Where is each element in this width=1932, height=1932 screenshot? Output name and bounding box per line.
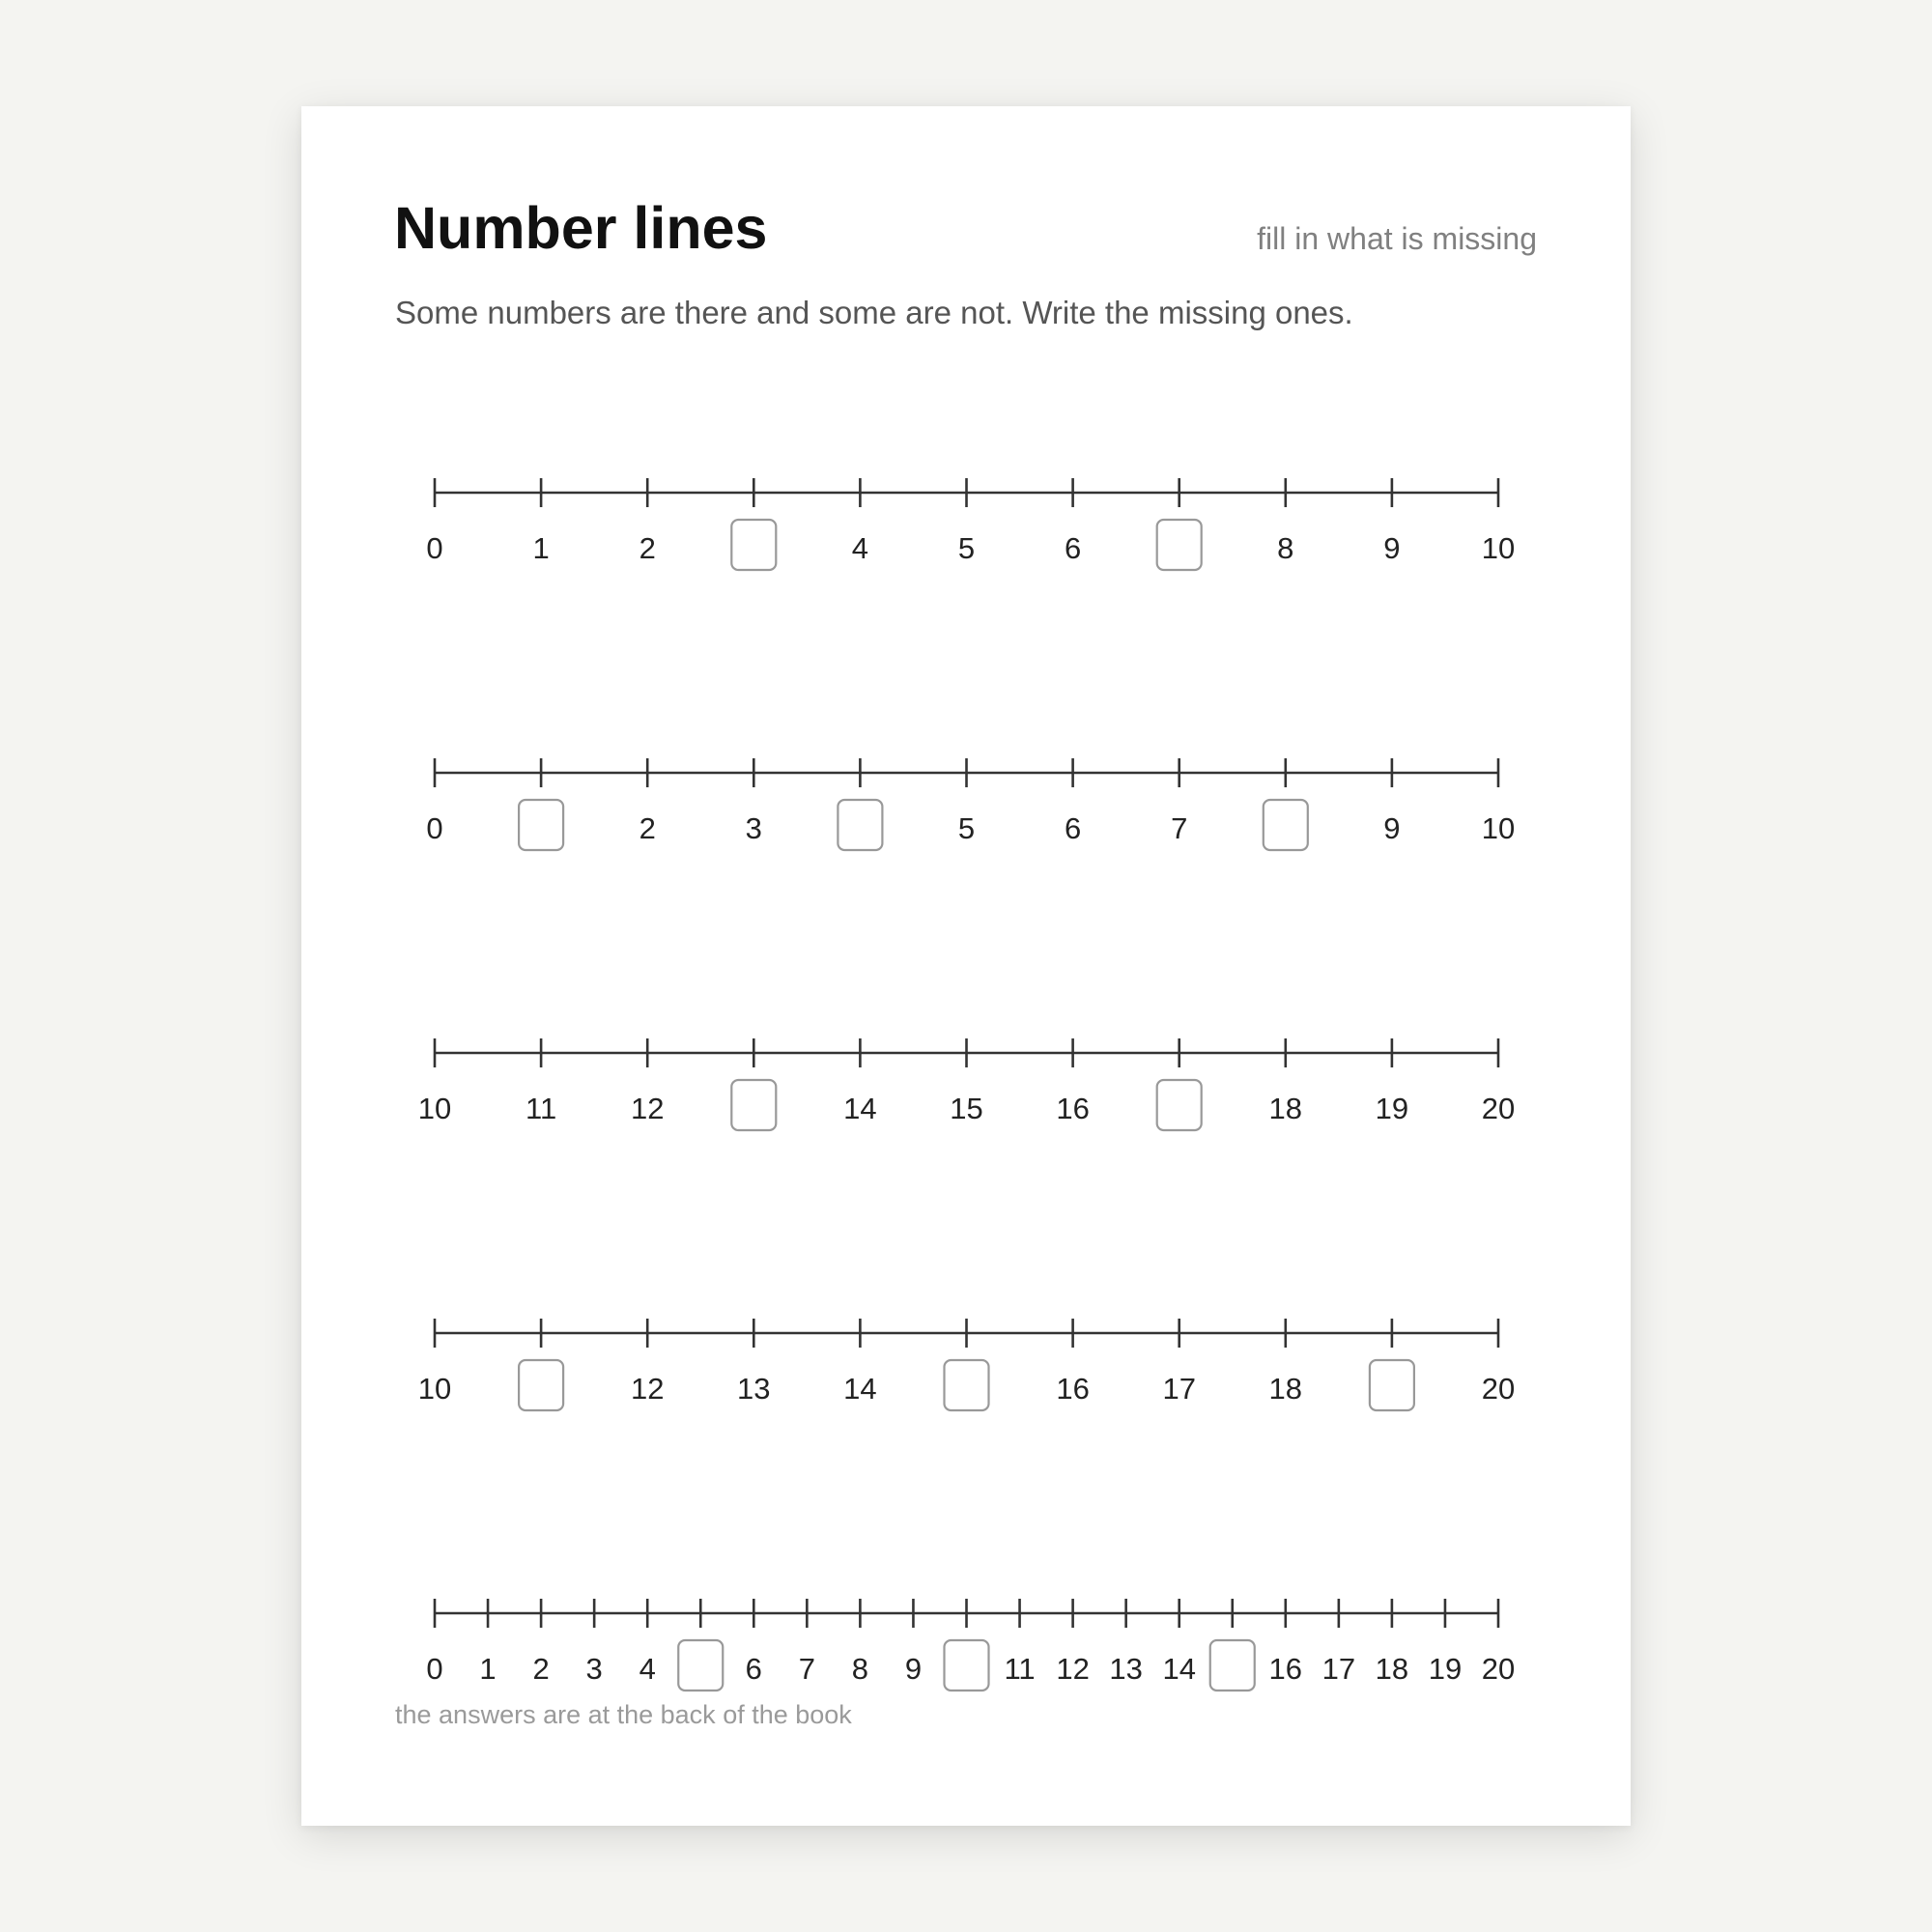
- tick-label: 17: [1321, 1652, 1356, 1686]
- answer-box[interactable]: [731, 1080, 776, 1130]
- number-line-3: [301, 1014, 1631, 1150]
- tick-label: 3: [585, 1652, 603, 1686]
- tick-label: 4: [851, 531, 869, 565]
- tick-label: 2: [639, 531, 656, 565]
- tick-label: 6: [1064, 811, 1082, 845]
- tick-label: 1: [532, 531, 550, 565]
- tick-label: 11: [526, 1092, 557, 1125]
- footer-note: the answers are at the back of the book: [395, 1700, 852, 1729]
- answer-box[interactable]: [519, 800, 563, 850]
- tick-label: 10: [1481, 811, 1516, 845]
- tick-label: 20: [1481, 1652, 1516, 1686]
- page-title: Number lines: [394, 195, 768, 261]
- tick-label: 17: [1162, 1372, 1196, 1406]
- answer-box[interactable]: [1370, 1360, 1414, 1410]
- tick-label: 11: [1004, 1652, 1036, 1686]
- worksheet-tag: fill in what is missing: [1257, 221, 1537, 256]
- tick-label: 9: [1383, 811, 1401, 845]
- tick-label: 18: [1268, 1092, 1303, 1125]
- tick-label: 6: [1064, 531, 1082, 565]
- tick-label: 8: [851, 1652, 869, 1686]
- answer-box[interactable]: [678, 1640, 723, 1690]
- number-line-5: [301, 1575, 1631, 1710]
- tick-label: 16: [1056, 1372, 1090, 1406]
- tick-label: 14: [843, 1092, 877, 1125]
- tick-label: 6: [745, 1652, 762, 1686]
- tick-label: 19: [1428, 1652, 1463, 1686]
- tick-label: 0: [426, 811, 443, 845]
- tick-label: 2: [639, 811, 656, 845]
- answer-box[interactable]: [945, 1640, 989, 1690]
- tick-label: 9: [904, 1652, 923, 1686]
- tick-label: 13: [1109, 1652, 1143, 1686]
- answer-box[interactable]: [1264, 800, 1308, 850]
- tick-label: 18: [1268, 1372, 1303, 1406]
- tick-label: 0: [426, 1652, 443, 1686]
- answer-box[interactable]: [945, 1360, 989, 1410]
- tick-label: 10: [417, 1092, 452, 1125]
- number-line-2: [301, 734, 1631, 869]
- answer-box[interactable]: [731, 520, 776, 570]
- tick-label: 7: [1171, 811, 1188, 845]
- tick-label: 14: [843, 1372, 877, 1406]
- tick-label: 18: [1375, 1652, 1409, 1686]
- tick-label: 8: [1277, 531, 1294, 565]
- tick-label: 12: [630, 1372, 665, 1406]
- answer-box[interactable]: [1157, 1080, 1202, 1130]
- tick-label: 2: [532, 1652, 550, 1686]
- tick-label: 19: [1375, 1092, 1409, 1125]
- answer-box[interactable]: [838, 800, 882, 850]
- tick-label: 9: [1383, 531, 1401, 565]
- worksheet-page: [301, 106, 1631, 1826]
- tick-label: 16: [1268, 1652, 1303, 1686]
- number-line-4: [301, 1294, 1631, 1430]
- tick-label: 1: [479, 1652, 497, 1686]
- tick-label: 12: [1056, 1652, 1090, 1686]
- answer-box[interactable]: [1157, 520, 1202, 570]
- tick-label: 5: [957, 531, 976, 565]
- tick-label: 14: [1162, 1652, 1196, 1686]
- instructions: Some numbers are there and some are not. Write the missing ones.: [395, 295, 1353, 330]
- tick-label: 0: [426, 531, 443, 565]
- tick-label: 4: [639, 1652, 656, 1686]
- tick-label: 10: [417, 1372, 452, 1406]
- tick-label: 20: [1481, 1092, 1516, 1125]
- answer-box[interactable]: [519, 1360, 563, 1410]
- tick-label: 10: [1481, 531, 1516, 565]
- tick-label: 5: [957, 811, 976, 845]
- tick-label: 20: [1481, 1372, 1516, 1406]
- tick-label: 16: [1056, 1092, 1090, 1125]
- tick-label: 7: [798, 1652, 815, 1686]
- tick-label: 3: [745, 811, 762, 845]
- number-line-1: [301, 454, 1631, 589]
- answer-box[interactable]: [1210, 1640, 1255, 1690]
- tick-label: 15: [950, 1092, 983, 1125]
- tick-label: 12: [630, 1092, 665, 1125]
- tick-label: 13: [737, 1372, 771, 1406]
